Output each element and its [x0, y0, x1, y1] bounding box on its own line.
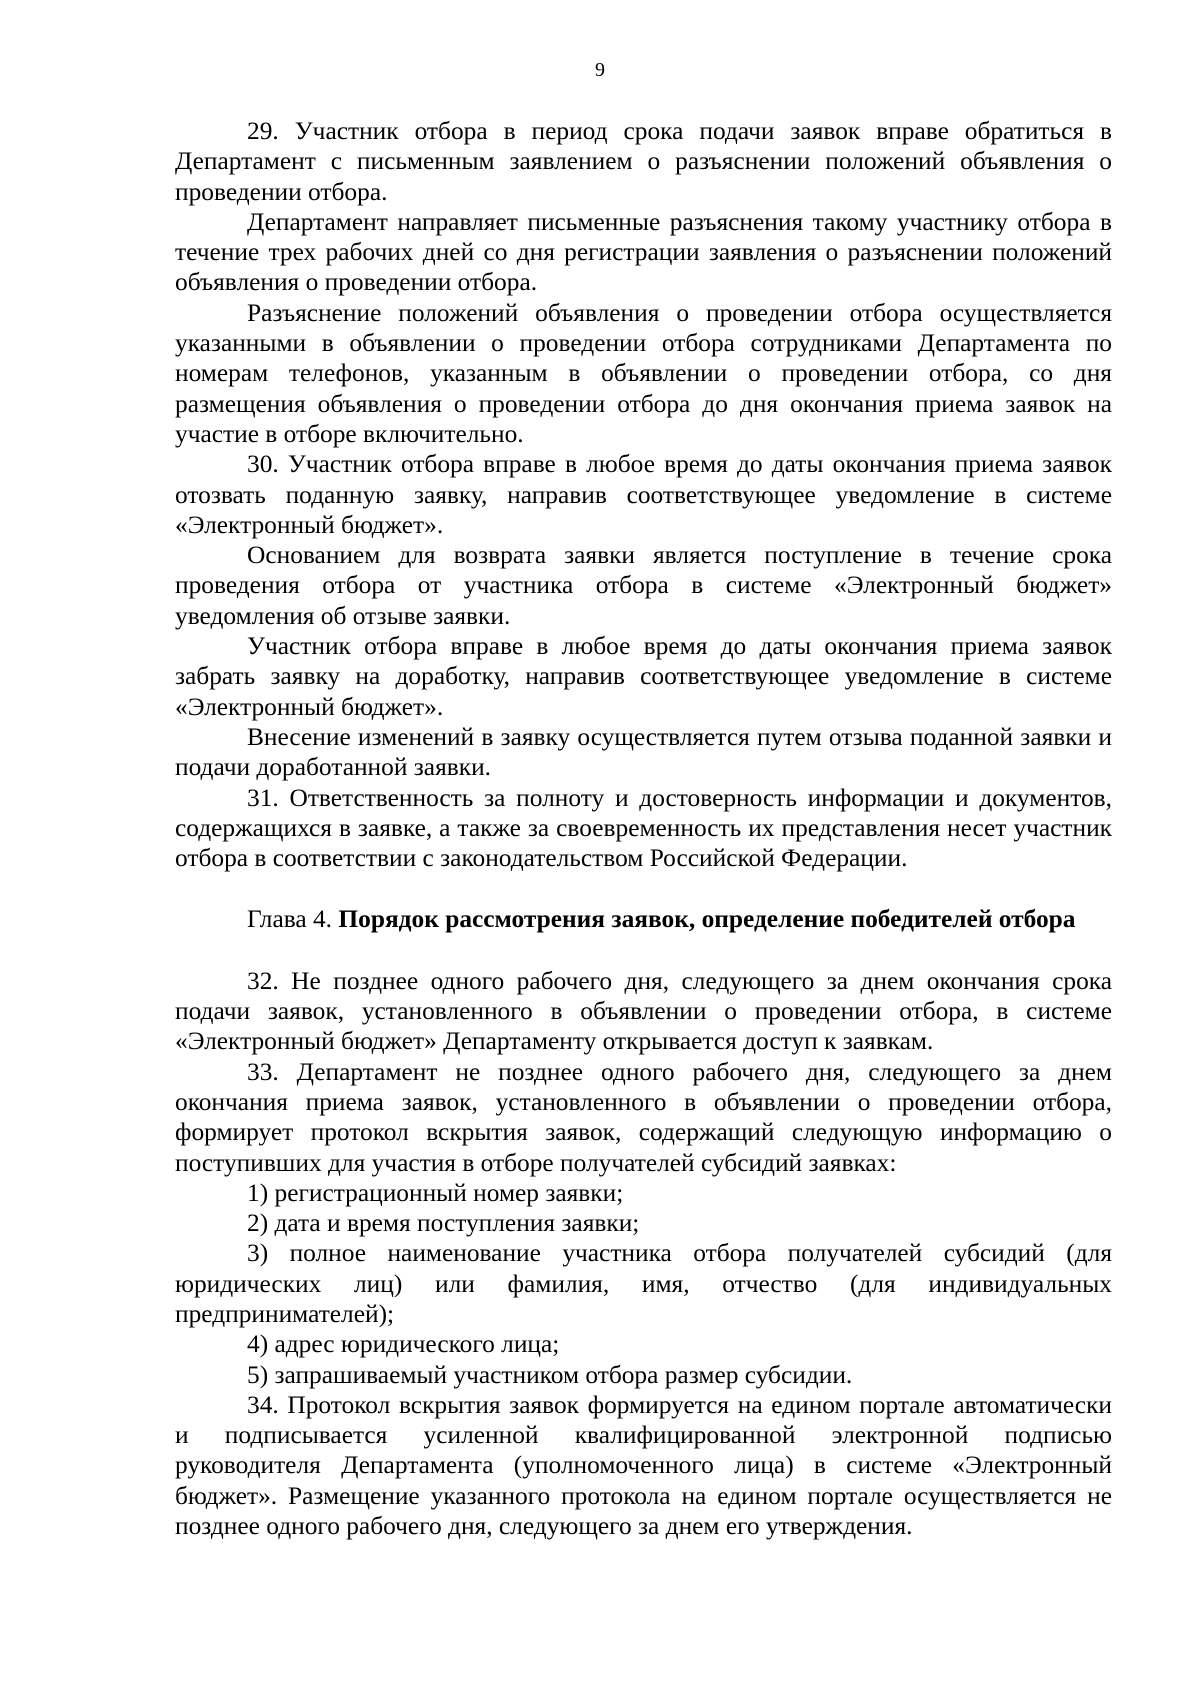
- paragraph-31: 31. Ответственность за полноту и достоверность информации и документов, содержащихся в заявке, а также за своевременность их представления несет участник отбора в соответствии с законодательством Российской Федерации.: [175, 783, 1112, 873]
- list-item-2: 2) дата и время поступления заявки;: [247, 1209, 640, 1238]
- paragraph-30: 30. Участник отбора вправе в любое время до даты окончания приема заявок отозвать поданную заявку, направив соответствующее уведомление в системе «Электронный бюджет».: [175, 450, 1112, 539]
- chapter-prefix: Глава 4.: [247, 905, 339, 934]
- page-number: 9: [595, 59, 605, 81]
- chapter-title: Порядок рассмотрения заявок, определение победителей отбора: [338, 905, 1076, 934]
- paragraph-32: 32. Не позднее одного рабочего дня, следующего за днем окончания срока подачи заявок, установленного в объявлении о проведении отбора, в системе «Электронный бюджет» Департаменту открывается доступ к заявкам.: [175, 966, 1112, 1056]
- paragraph-30-changes: Внесение изменений в заявку осуществляется путем отзыва поданной заявки и подачи доработанной заявки.: [175, 722, 1112, 782]
- list-item-1: 1) регистрационный номер заявки;: [247, 1178, 624, 1207]
- list-item-4: 4) адрес юридического лица;: [247, 1330, 560, 1359]
- paragraph-30-return: Основанием для возврата заявки является поступление в течение срока проведения отбора от участника отбора в системе «Электронный бюджет» уведомления об отзыве заявки.: [175, 541, 1112, 630]
- paragraph-29-clarification: Разъяснение положений объявления о проведении отбора осуществляется указанными в объявлении о проведении отбора сотрудниками Департамента по номерам телефонов, указанным в объявлении о проведении отбора, со дня размещения объявления о проведении отбора до дня окончания приема заявок на участие в отборе включительно.: [175, 298, 1112, 448]
- document-body: [175, 116, 1112, 1541]
- paragraph-30-revision: Участник отбора вправе в любое время до даты окончания приема заявок забрать заявку на доработку, направив соответствующее уведомление в системе «Электронный бюджет».: [175, 632, 1112, 721]
- paragraph-34: 34. Протокол вскрытия заявок формируется на едином портале автоматически и подписывается усиленной квалифицированной электронной подписью руководителя Департамента (уполномоченного лица) в системе «Электронный бюджет». Размещение указанного протокола на едином портале осуществляется не позднее одного рабочего дня, следующего за днем его утверждения.: [175, 1390, 1112, 1541]
- paragraph-29-reply: Департамент направляет письменные разъяснения такому участнику отбора в течение трех рабочих дней со дня регистрации заявления о разъяснении положений объявления о проведении отбора.: [175, 207, 1112, 297]
- list-item-3: 3) полное наименование участника отбора получателей субсидий (для юридических лиц) или фамилия, имя, отчество (для индивидуальных предпринимателей);: [175, 1239, 1112, 1328]
- list-item-5: 5) запрашиваемый участником отбора размер субсидии.: [247, 1360, 853, 1389]
- paragraph-29: 29. Участник отбора в период срока подачи заявок вправе обратиться в Департамент с письменным заявлением о разъяснении положений объявления о проведении отбора.: [175, 117, 1112, 206]
- paragraph-33: 33. Департамент не позднее одного рабочего дня, следующего за днем окончания приема заявок, установленного в объявлении о проведении отбора, формирует протокол вскрытия заявок, содержащий следующую информацию о поступивших для участия в отборе получателей субсидий заявках:: [175, 1057, 1112, 1177]
- chapter-heading: [175, 904, 1112, 934]
